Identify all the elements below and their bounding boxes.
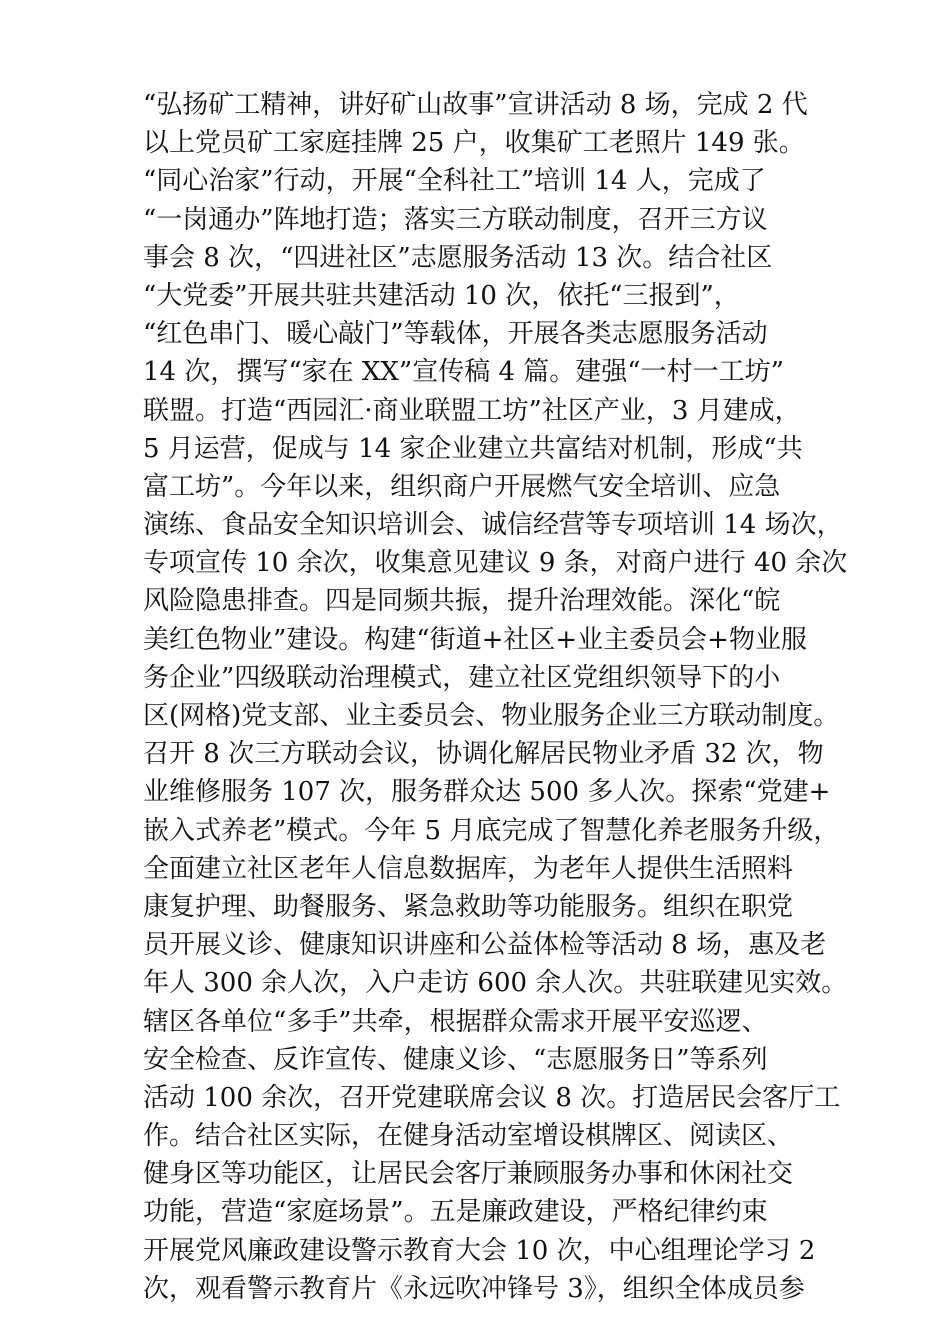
text-line: 全面建立社区老年人信息数据库，为老年人提供生活照料 xyxy=(143,853,794,884)
text-line: 事会 8 次，“四进社区”志愿服务活动 13 次。结合社区 xyxy=(143,242,773,273)
text-line: 开展党风廉政建设警示教育大会 10 次，中心组理论学习 2 xyxy=(143,1235,816,1266)
text-line: 健身区等功能区，让居民会客厅兼顾服务办事和休闲社交 xyxy=(143,1159,794,1190)
text-line: 演练、食品安全知识培训会、诚信经营等专项培训 14 场次， xyxy=(143,510,843,541)
text-line: “同心治家”行动，开展“全科社工”培训 14 人，完成了 xyxy=(143,166,766,197)
text-line: 专项宣传 10 余次，收集意见建议 9 条，对商户进行 40 余次 xyxy=(143,548,848,579)
text-line: 14 次，撰写“家在 XX”宣传稿 4 篇。建强“一村一工坊” xyxy=(143,357,784,388)
text-line: 务企业”四级联动治理模式，建立社区党组织领导下的小 xyxy=(143,662,781,693)
text-line: “大党委”开展共驻共建活动 10 次，依托“三报到”， xyxy=(143,280,740,311)
text-line: 风险隐患排查。四是同频共振，提升治理效能。深化“皖 xyxy=(143,586,781,617)
text-line: 员开展义诊、健康知识讲座和公益体检等活动 8 场，惠及老 xyxy=(143,930,827,961)
text-line: 富工坊”。今年以来，组织商户开展燃气安全培训、应急 xyxy=(143,471,781,502)
body-text xyxy=(143,86,848,1308)
text-line: 功能，营造“家庭场景”。五是廉政建设，严格纪律约束 xyxy=(143,1197,768,1228)
text-line: 联盟。打造“西园汇·商业联盟工坊”社区产业，3 月建成， xyxy=(143,395,801,426)
text-line: 区(网格)党支部、业主委员会、物业服务企业三方联动制度。 xyxy=(143,701,840,731)
text-line: 召开 8 次三方联动会议，协调化解居民物业矛盾 32 次，物 xyxy=(143,739,824,770)
text-line: 康复护理、助餐服务、紧急救助等功能服务。组织在职党 xyxy=(143,891,794,922)
text-line: “一岗通办”阵地打造；落实三方联动制度，召开三方议 xyxy=(143,204,768,235)
text-line: 业维修服务 107 次，服务群众达 500 多人次。探索“党建+ xyxy=(143,777,831,808)
text-line: 美红色物业”建设。构建“街道+社区+业主委员会+物业服 xyxy=(143,624,807,655)
text-line: “红色串门、暖心敲门”等载体，开展各类志愿服务活动 xyxy=(143,319,768,350)
text-line: 作。结合社区实际，在健身活动室增设棋牌区、阅读区、 xyxy=(143,1121,794,1152)
text-line: 5 月运营，促成与 14 家企业建立共富结对机制，形成“共 xyxy=(143,433,803,464)
text-line: “弘扬矿工精神，讲好矿山故事”宣讲活动 8 场，完成 2 代 xyxy=(143,90,808,120)
text-line: 年人 300 余人次，入户走访 600 余人次。共驻联建见实效。 xyxy=(143,968,848,999)
text-line: 活动 100 余次，召开党建联席会议 8 次。打造居民会客厅工 xyxy=(143,1082,841,1113)
text-line: 安全检查、反诈宣传、健康义诊、“志愿服务日”等系列 xyxy=(143,1044,768,1075)
text-line: 以上党员矿工家庭挂牌 25 户，收集矿工老照片 149 张。 xyxy=(143,128,805,159)
text-line: 嵌入式养老”模式。今年 5 月底完成了智慧化养老服务升级， xyxy=(143,815,840,846)
text-line: 辖区各单位“多手”共牵，根据群众需求开展平安巡逻、 xyxy=(143,1006,768,1037)
text-line: 次，观看警示教育片《永远吹冲锋号 3》，组织全体成员参 xyxy=(143,1273,805,1304)
